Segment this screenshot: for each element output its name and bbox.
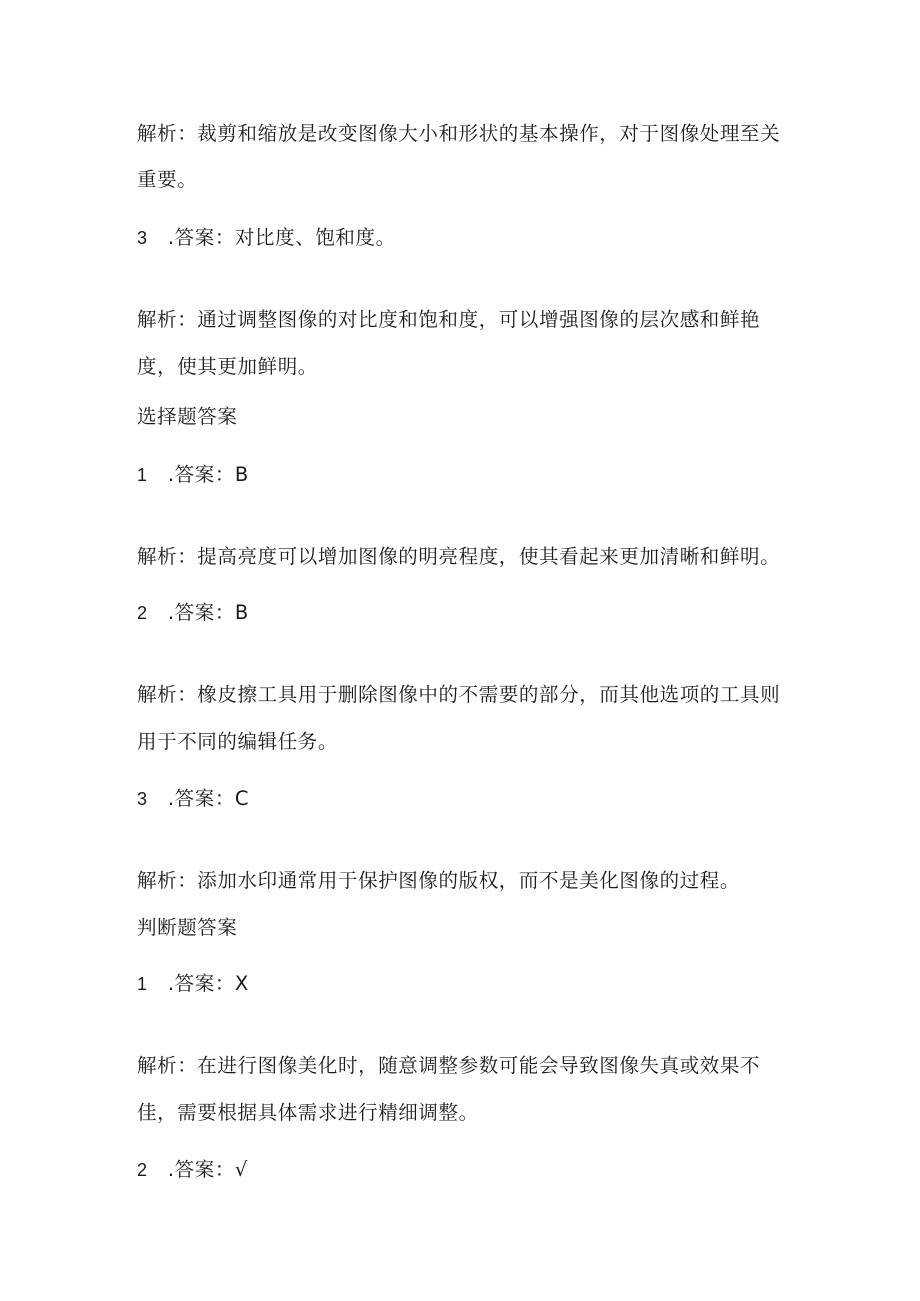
answer-text: .答案：对比度、饱和度。 bbox=[167, 226, 396, 249]
explanation-line: 解析：通过调整图像的对比度和饱和度，可以增强图像的层次感和鲜艳 bbox=[137, 308, 761, 331]
explanation-line: 解析：在进行图像美化时，随意调整参数可能会导致图像失真或效果不 bbox=[137, 1054, 761, 1077]
explanation-line: 解析：添加水印通常用于保护图像的版权，而不是美化图像的过程。 bbox=[137, 869, 741, 892]
answer-text: .答案：√ bbox=[167, 1158, 248, 1181]
answer-text: .答案：X bbox=[167, 972, 249, 995]
explanation-line: 解析：提高亮度可以增加图像的明亮程度，使其看起来更加清晰和鲜明。 bbox=[137, 545, 781, 568]
section-heading: 判断题答案 bbox=[137, 916, 238, 939]
answer-number: 2 bbox=[137, 603, 148, 623]
answer-line bbox=[137, 972, 249, 996]
answer-line bbox=[137, 787, 249, 811]
explanation-line: 解析：橡皮擦工具用于删除图像中的不需要的部分，而其他选项的工具则 bbox=[137, 683, 781, 706]
explanation-line: 用于不同的编辑任务。 bbox=[137, 730, 339, 753]
explanation-line: 解析：裁剪和缩放是改变图像大小和形状的基本操作，对于图像处理至关 bbox=[137, 122, 781, 145]
explanation-line: 佳，需要根据具体需求进行精细调整。 bbox=[137, 1101, 479, 1124]
answer-line bbox=[137, 601, 249, 625]
answer-text: .答案：B bbox=[167, 463, 249, 486]
answer-text: .答案：B bbox=[167, 601, 249, 624]
answer-line bbox=[137, 1158, 248, 1182]
answer-number: 1 bbox=[137, 974, 148, 994]
explanation-line: 度，使其更加鲜明。 bbox=[137, 355, 318, 378]
answer-number: 3 bbox=[137, 228, 148, 248]
answer-line bbox=[137, 226, 396, 250]
answer-number: 3 bbox=[137, 789, 148, 809]
explanation-line: 重要。 bbox=[137, 168, 198, 191]
answer-number: 2 bbox=[137, 1160, 148, 1180]
answer-number: 1 bbox=[137, 465, 148, 485]
answer-text: .答案：C bbox=[167, 787, 250, 810]
answer-line bbox=[137, 463, 249, 487]
section-heading: 选择题答案 bbox=[137, 405, 238, 428]
